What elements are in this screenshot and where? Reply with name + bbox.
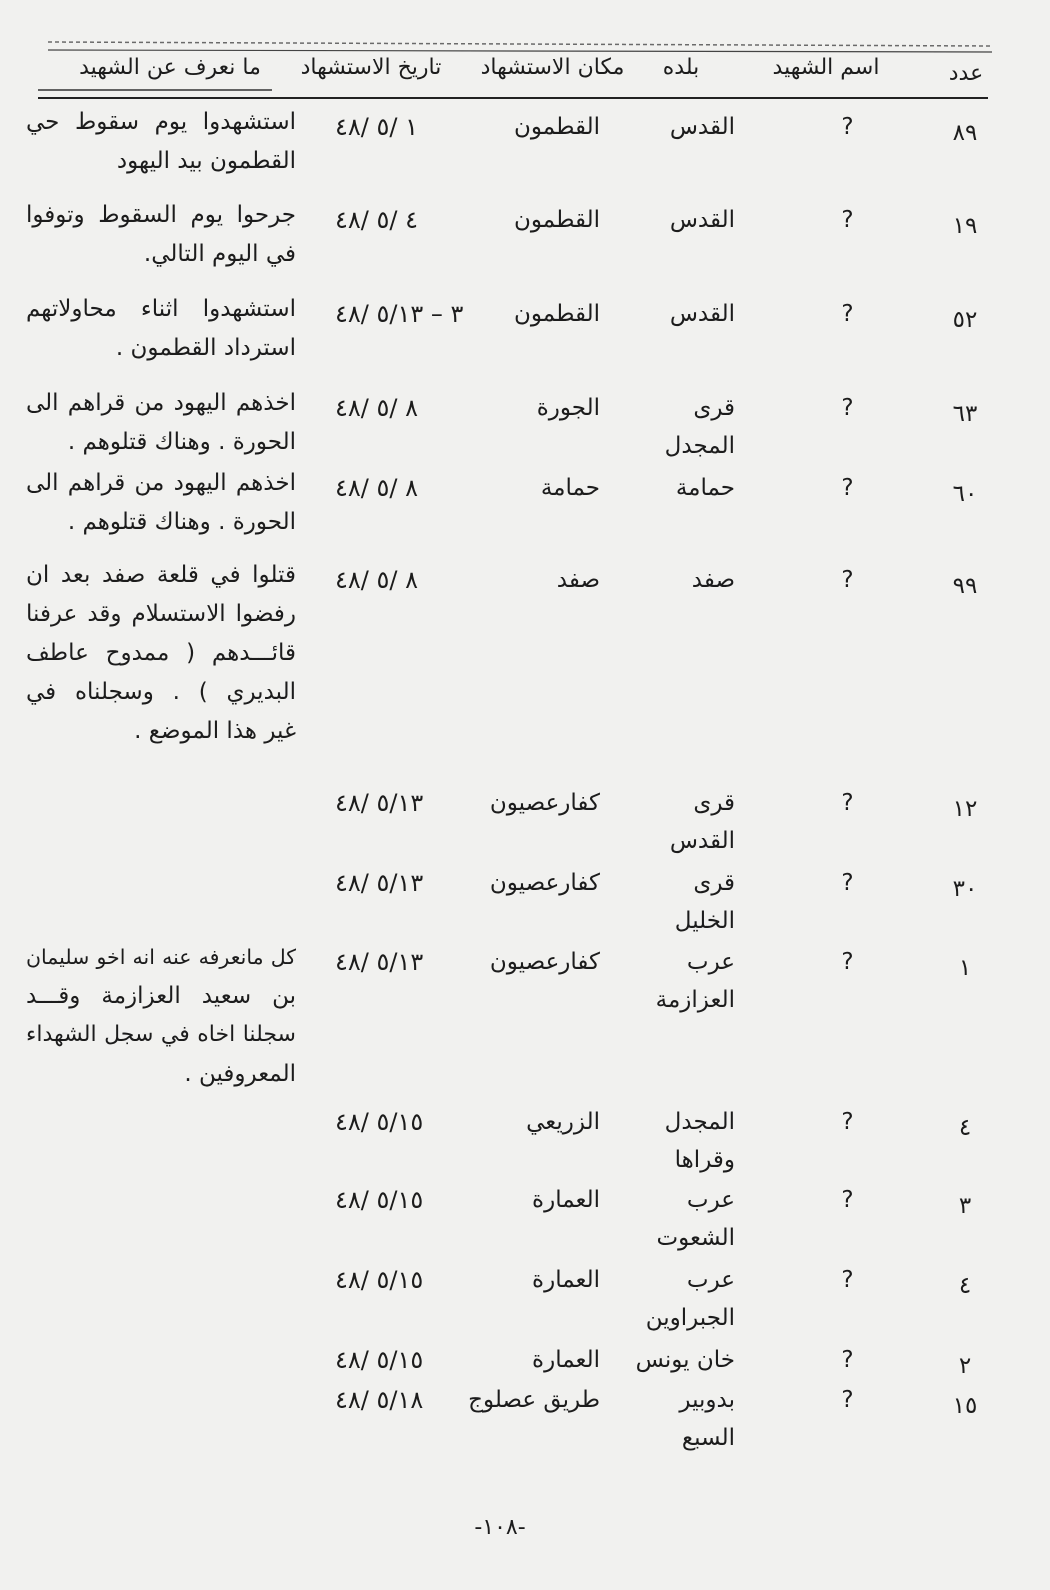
note-line: رفضوا الاستسلام وقد عرفنا [26, 601, 296, 627]
note-line: الحورة . وهناك قتلوهم . [67, 509, 296, 535]
town-line: المجدل [664, 433, 735, 459]
martyr-name-cell: ? [841, 949, 854, 975]
martyr-name-cell: ? [841, 207, 854, 233]
note-line: استشهدوا يوم سقوط حي [26, 109, 296, 135]
date-cell: ٤٨/ ٥/١٣ [335, 869, 424, 897]
count-cell: ٣٠ [952, 876, 978, 902]
martyr-name-cell: ? [841, 1347, 854, 1373]
town-line: قرى [693, 790, 735, 816]
martyr-name-cell: ? [841, 475, 854, 501]
count-cell: ٦٣ [952, 401, 978, 427]
note-line: القطمون بيد اليهود [116, 148, 296, 174]
place-cell: كفارعصيون [489, 870, 600, 896]
place-cell: العمارة [532, 1187, 600, 1213]
martyr-name-cell: ? [841, 870, 854, 896]
header-count: عدد [948, 61, 984, 86]
date-cell: ٤٨/ ٥/ ٨ [335, 474, 418, 502]
date-cell: ٤٨/ ٥/ ٤ [335, 206, 418, 234]
note-line: اخذهم اليهود من قراهم الى [26, 390, 296, 416]
town-line: القدس [669, 207, 735, 233]
martyr-name-cell: ? [841, 1387, 854, 1413]
town-line: وقراها [674, 1147, 735, 1173]
count-cell: ١٥ [952, 1393, 978, 1419]
place-cell: حمامة [540, 475, 600, 501]
note-line: البديري ) . وسجلناه في [26, 679, 296, 705]
town-line: الخليل [674, 908, 735, 934]
place-cell: القطمون [514, 207, 600, 233]
count-cell: ٣ [958, 1193, 972, 1219]
martyr-name-cell: ? [841, 790, 854, 816]
count-cell: ٤ [958, 1115, 972, 1141]
date-cell: ٤٨/ ٥/ ١ [335, 113, 418, 141]
date-cell: ٤٨/ ٥/ ٨ [335, 566, 418, 594]
town-line: صفد [691, 567, 735, 593]
place-cell: الزريعي [526, 1109, 600, 1135]
count-cell: ١٢ [952, 796, 978, 822]
town-line: خان يونس [635, 1347, 735, 1373]
note-line: جرحوا يوم السقوط وتوفوا [26, 202, 296, 228]
place-cell: كفارعصيون [489, 790, 600, 816]
place-cell: العمارة [532, 1267, 600, 1293]
note-line: استرداد القطمون . [115, 335, 296, 361]
note-line: الحورة . وهناك قتلوهم . [67, 429, 296, 455]
top-dashed-rule [48, 42, 992, 46]
note-line: بن سعيد العزازمة وقـــد [26, 983, 296, 1009]
page-number: -١٠٨- [474, 1515, 526, 1540]
note-line: غير هذا الموضع . [134, 718, 296, 744]
martyr-name-cell: ? [841, 301, 854, 327]
place-cell: طريق عصلوج [468, 1387, 600, 1413]
date-cell: ٤٨/ ٥/١٥ [335, 1346, 424, 1374]
town-line: الشعوت [656, 1225, 735, 1251]
date-cell: ٤٨/ ٥/١٥ [335, 1186, 424, 1214]
town-line: بدوبير [679, 1387, 735, 1413]
note-line: قائـــدهم ( ممدوح عاطف [26, 640, 296, 666]
place-cell: القطمون [514, 301, 600, 327]
town-line: القدس [669, 828, 735, 854]
town-line: المجدل [664, 1109, 735, 1135]
count-cell: ١٩ [952, 213, 978, 239]
count-cell: ٤ [958, 1273, 972, 1299]
martyr-name-cell: ? [841, 1109, 854, 1135]
town-line: السبع [681, 1425, 735, 1451]
date-cell: ٤٨/ ٥/١٥ [335, 1108, 424, 1136]
date-cell: ٤٨/ ٥/١٣ [335, 948, 424, 976]
town-line: عرب [686, 949, 735, 975]
town-line: قرى [693, 870, 735, 896]
note-line: استشهدوا اثناء محاولاتهم [26, 296, 296, 322]
place-cell: القطمون [514, 114, 600, 140]
town-line: القدس [669, 301, 735, 327]
count-cell: ١ [958, 955, 972, 981]
date-cell: ٤٨/ ٥/١٣ [335, 789, 424, 817]
header-notes: ما نعرف عن الشهيد [79, 55, 261, 80]
note-line: كل مانعرفه عنه انه اخو سليمان [26, 945, 296, 969]
note-line: اخذهم اليهود من قراهم الى [26, 470, 296, 496]
header-martyr-name: اسم الشهيد [772, 55, 880, 80]
martyr-name-cell: ? [841, 1187, 854, 1213]
martyr-name-cell: ? [841, 114, 854, 140]
town-line: عرب [686, 1187, 735, 1213]
note-line: في اليوم التالي. [143, 241, 296, 267]
date-cell: ٤٨/ ٥/١٨ [335, 1386, 424, 1414]
date-cell: ٤٨/ ٥/١٥ [335, 1266, 424, 1294]
martyr-name-cell: ? [841, 567, 854, 593]
martyr-name-cell: ? [841, 1267, 854, 1293]
header-place: مكان الاستشهاد [480, 55, 625, 80]
place-cell: الجورة [536, 395, 600, 421]
note-line: قتلوا في قلعة صفد بعد ان [26, 562, 296, 588]
date-cell: ٤٨/ ٥/١٣ – ٣ [335, 300, 464, 328]
town-line: قرى [693, 395, 735, 421]
count-cell: ٥٢ [952, 307, 978, 333]
note-line: سجلنا اخاه في سجل الشهداء [26, 1022, 296, 1047]
header-date: تاريخ الاستشهاد [300, 55, 442, 80]
place-cell: العمارة [532, 1347, 600, 1373]
count-cell: ٢ [958, 1353, 972, 1379]
date-cell: ٤٨/ ٥/ ٨ [335, 394, 418, 422]
note-line: المعروفين . [184, 1061, 296, 1087]
count-cell: ٩٩ [952, 573, 978, 599]
town-line: القدس [669, 114, 735, 140]
count-cell: ٦٠ [952, 481, 978, 507]
place-cell: صفد [556, 567, 600, 593]
town-line: عرب [686, 1267, 735, 1293]
town-line: الجبراوين [645, 1305, 735, 1331]
count-cell: ٨٩ [952, 120, 978, 146]
place-cell: كفارعصيون [489, 949, 600, 975]
town-line: حمامة [675, 475, 735, 501]
martyr-name-cell: ? [841, 395, 854, 421]
header-town: بلده [662, 55, 700, 80]
town-line: العزازمة [655, 987, 735, 1013]
